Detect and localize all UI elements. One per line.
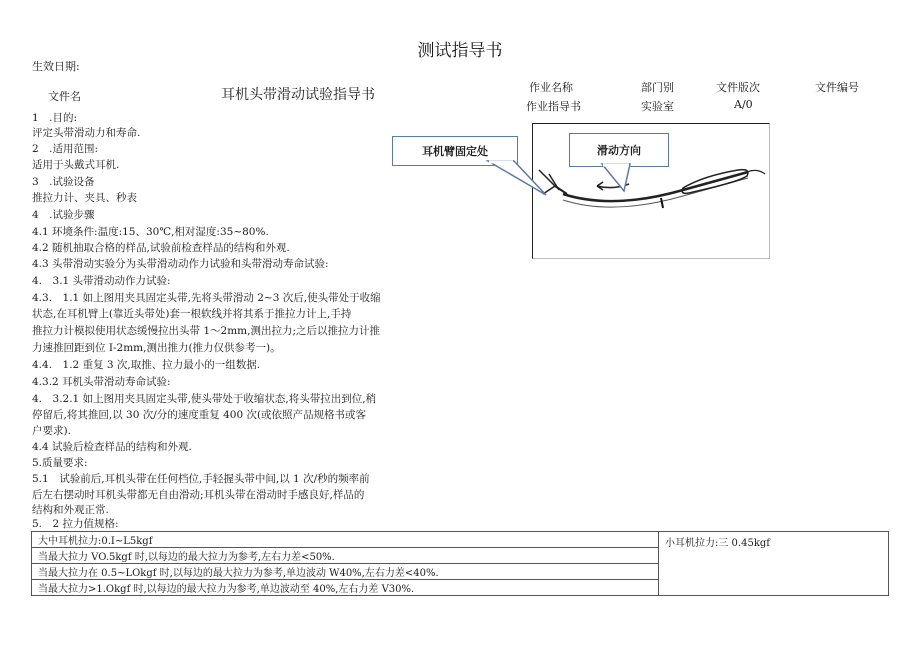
line-4-2: 4.2 随机抽取合格的样品,试验前检查样品的结构和外观. bbox=[32, 242, 290, 254]
spec-under-0-5: 当最大拉力 VO.5kgf 时,以每边的最大拉力为参考,左右力差<50%. bbox=[32, 548, 659, 564]
header-val-version: A/0 bbox=[734, 98, 753, 111]
line-5-1-b: 后左右摆动时耳机头带都无自由滑动;耳机头带在滑动时手感良好,样品的 bbox=[32, 489, 365, 501]
line-equipment-heading: 3 .试验设备 bbox=[32, 176, 95, 188]
line-5-2: 5. 2 拉力值规格: bbox=[32, 518, 119, 530]
pull-force-spec-table bbox=[31, 531, 889, 596]
line-4-3-1-1-d: 力速推回距到位 I-2mm,测出推力(推力仅供参考一)。 bbox=[32, 342, 281, 354]
callout-slide-direction: 滑动方向 bbox=[569, 133, 669, 167]
header-col-version: 文件版次 bbox=[716, 81, 760, 94]
file-name-label: 文件名 bbox=[48, 90, 81, 103]
spec-0-5-to-1-0: 当最大拉力在 0.5~LOkgf 时,以每边的最大拉力为参考,单边波动 W40%,左右力差<40%. bbox=[32, 564, 659, 580]
callout-fixed-point: 耳机臂固定处 bbox=[392, 136, 518, 166]
line-purpose-text: 评定头带滑动力和寿命. bbox=[32, 127, 141, 139]
callout-fixed-pointer bbox=[486, 160, 556, 200]
line-4-3-1-1-c: 推拉力计模拟使用状态缓慢拉出头带 1〜2mm,测出拉力;之后以推拉力计推 bbox=[32, 325, 380, 337]
line-4-3-2-1-b: 停留后,将其推回,以 30 次/分的速度重复 400 次(或依照产品规格书或客 bbox=[32, 409, 367, 421]
header-col-file-number: 文件编号 bbox=[815, 81, 859, 94]
table-row bbox=[32, 532, 889, 548]
line-4-3-2-1-a: 4. 3.2.1 如上图用夹具固定头带,使头带处于收缩状态,将头带拉出到位,稍 bbox=[32, 393, 377, 405]
line-4-3-2: 4.3.2 耳机头带滑动寿命试验: bbox=[32, 376, 171, 388]
header-val-department: 实验室 bbox=[641, 100, 674, 113]
line-4-4: 4.4 试验后检查样品的结构和外观. bbox=[32, 441, 192, 453]
line-5-1-c: 结构和外观正常. bbox=[32, 504, 109, 516]
line-4-3: 4.3 头带滑动实验分为头带滑动动作力试验和头带滑动寿命试验: bbox=[32, 258, 329, 270]
spec-over-1-0: 当最大拉力>1.Okgf 时,以每边的最大拉力为参考,单边波动至 40%,左右力差 V30%. bbox=[32, 580, 659, 596]
line-4-1: 4.1 环境条件:温度:15、30℃,相对湿度:35~80%. bbox=[32, 226, 269, 238]
header-val-job-name: 作业指导书 bbox=[526, 100, 581, 113]
file-name-value: 耳机头带滑动试验指导书 bbox=[221, 87, 375, 103]
line-purpose-heading: 1 .目的: bbox=[32, 112, 78, 124]
header-col-department: 部门别 bbox=[641, 81, 674, 94]
callout-slide-pointer bbox=[600, 163, 640, 195]
line-4-4-1-2: 4.4. 1.2 重复 3 次,取推、拉力最小的一组数据. bbox=[32, 359, 261, 371]
effective-date-label: 生效日期: bbox=[32, 60, 80, 73]
line-scope-text: 适用于头戴式耳机. bbox=[32, 159, 120, 171]
line-5-1-a: 5.1 试验前后,耳机头带在任何档位,手轻握头带中间,以 1 次/秒的频率前 bbox=[32, 473, 370, 485]
header-col-job-name: 作业名称 bbox=[529, 81, 573, 94]
line-scope-heading: 2 .适用范围: bbox=[32, 143, 99, 155]
line-4-3-1: 4. 3.1 头带滑动动作力试验: bbox=[32, 275, 171, 287]
line-steps-heading: 4 .试验步骤 bbox=[32, 209, 95, 221]
line-4-3-1-1-a: 4.3. 1.1 如上图用夹具固定头带,先将头带滑动 2~3 次后,使头带处于收缩 bbox=[32, 292, 381, 304]
line-quality-heading: 5.质量要求: bbox=[32, 457, 88, 469]
document-title: 测试指导书 bbox=[417, 41, 503, 61]
line-equipment-text: 推拉力计、夹具、秒表 bbox=[32, 192, 137, 204]
spec-small-earphone: 小耳机拉力:三 0.45kgf bbox=[659, 532, 889, 596]
line-4-3-2-1-c: 户要求). bbox=[32, 425, 71, 437]
line-4-3-1-1-b: 状态,在耳机臂上(靠近头带处)套一根软线并将其系于推拉力计上,手持 bbox=[32, 308, 352, 320]
spec-large-earphone: 大中耳机拉力:0.I~L5kgf bbox=[32, 532, 659, 548]
